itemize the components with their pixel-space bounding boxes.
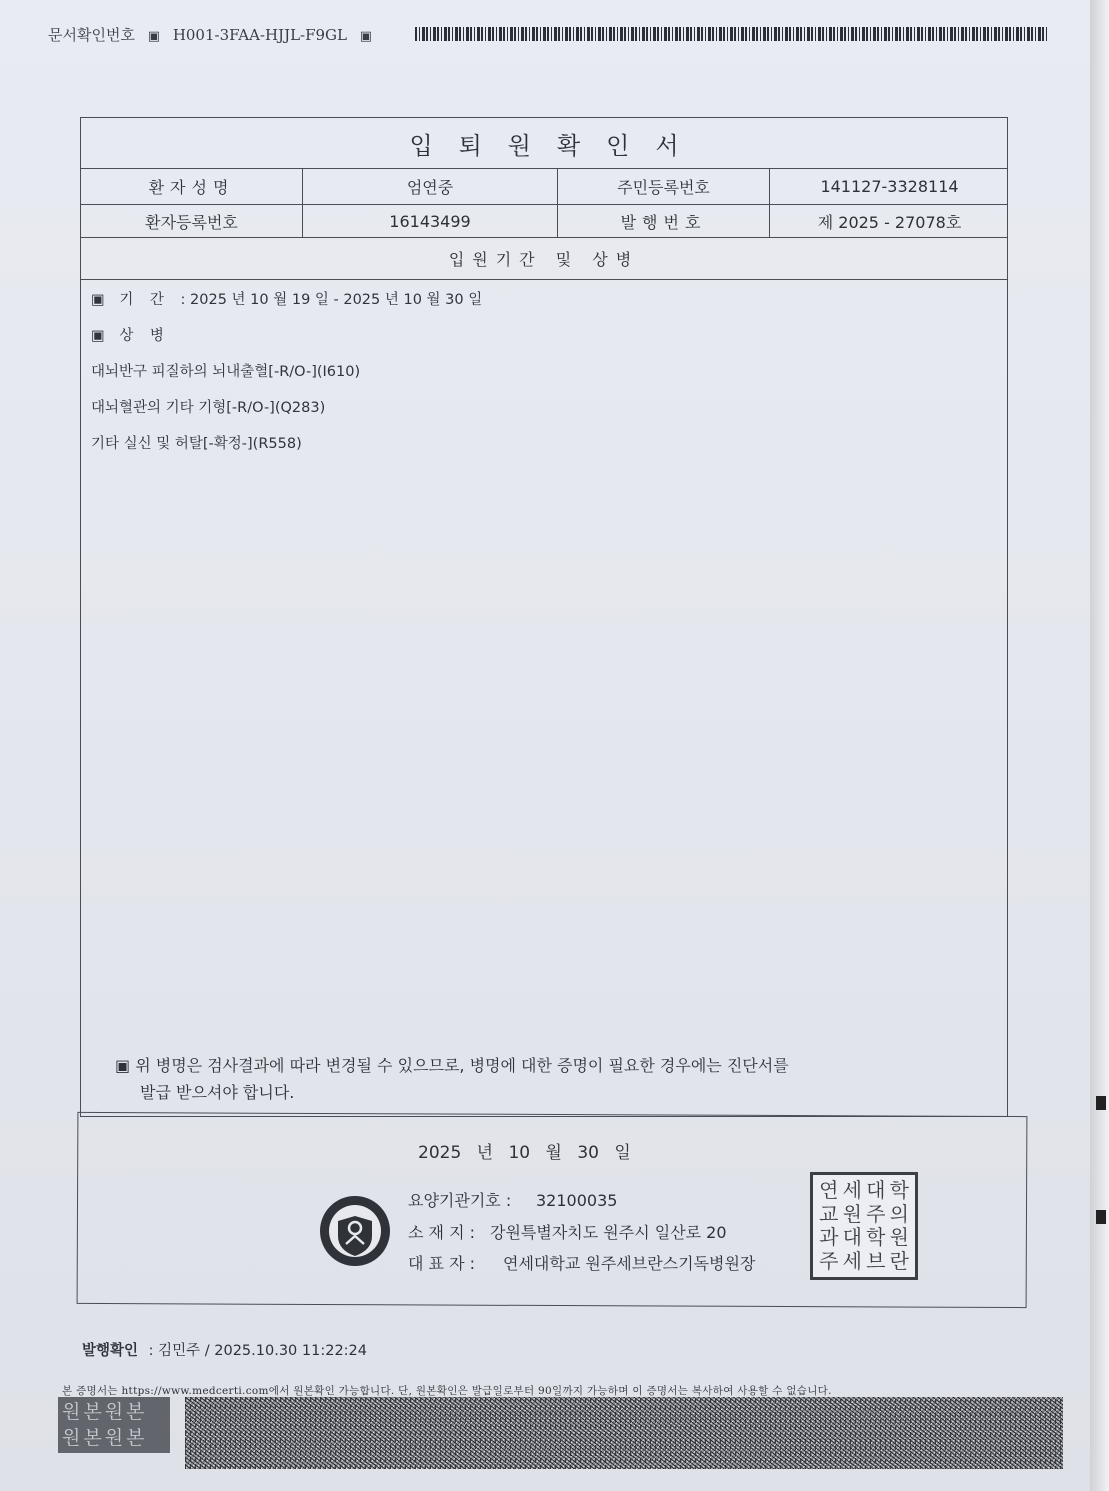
period-value: : 2025 년 10 월 19 일 - 2025 년 10 월 30 일 <box>180 292 483 308</box>
seal-glyph: 원 <box>842 1202 862 1226</box>
issue-no-label: 발행번호 <box>558 205 770 237</box>
seal-glyph: 의 <box>889 1202 909 1226</box>
title-row <box>81 118 1007 169</box>
square-bullet-icon: ▣ <box>115 1056 131 1075</box>
patient-reg-value: 16143499 <box>303 205 558 237</box>
issuer-value: : 김민주 / 2025.10.30 11:22:24 <box>148 1343 368 1359</box>
doc-check-label: 문서확인번호 <box>48 26 135 44</box>
patient-row-2 <box>81 205 1007 238</box>
next-page-edge <box>1090 0 1109 1491</box>
seal-glyph: 브 <box>866 1249 886 1273</box>
yonsei-emblem-icon <box>318 1194 392 1268</box>
notice <box>115 1052 789 1106</box>
seal-glyph: 과 <box>819 1226 839 1249</box>
inst-code-line <box>408 1188 617 1211</box>
certificate-frame <box>80 117 1008 1117</box>
period-label: 기 간 <box>119 292 170 308</box>
patient-reg-label: 환자등록번호 <box>81 205 303 237</box>
seal-glyph: 주 <box>866 1202 886 1226</box>
patient-row-1 <box>81 169 1007 205</box>
inst-code-label: 요양기관기호 : <box>408 1191 512 1210</box>
representative-label: 대 표 자 : <box>408 1254 476 1273</box>
resident-no-label: 주민등록번호 <box>558 169 770 204</box>
seal-glyph: 학 <box>889 1179 909 1202</box>
section-row <box>81 238 1007 280</box>
document-title: 입퇴원확인서 <box>409 131 705 160</box>
seal-glyph: 세 <box>842 1249 862 1273</box>
seal-glyph: 교 <box>819 1202 839 1226</box>
patient-name-value: 엄연중 <box>303 169 558 204</box>
original-stamp <box>58 1397 170 1453</box>
original-stamp-line: 원본원본 <box>62 1427 148 1449</box>
notice-line-1: 위 병명은 검사결과에 따라 변경될 수 있으므로, 병명에 대한 증명이 필요한 경우에는 진단서를 <box>135 1056 789 1075</box>
address-value: 강원특별자치도 원주시 일산로 20 <box>490 1223 727 1242</box>
representative-line <box>408 1251 755 1274</box>
edge-mark <box>1096 1210 1106 1224</box>
section-title: 입원기간 및 상병 <box>448 250 640 269</box>
anti-copy-pattern <box>185 1397 1063 1469</box>
period-line <box>91 288 482 309</box>
square-bullet-icon: ▣ <box>147 29 161 44</box>
notice-line-2: 발급 받으셔야 합니다. <box>140 1083 295 1102</box>
diagnosis-item: 대뇌반구 피질하의 뇌내출혈[-R/O-](I610) <box>91 364 361 380</box>
representative-value: 연세대학교 원주세브란스기독병원장 <box>503 1254 756 1273</box>
issuer-label: 발행확인 <box>82 1343 139 1359</box>
square-bullet-icon: ▣ <box>91 328 105 344</box>
seal-glyph: 학 <box>866 1226 886 1249</box>
diagnosis-item: 대뇌혈관의 기타 기형[-R/O-](Q283) <box>91 400 326 416</box>
square-bullet-icon: ▣ <box>91 292 105 308</box>
seal-glyph: 대 <box>866 1179 886 1202</box>
seal-glyph: 세 <box>842 1179 862 1202</box>
doc-check-code: H001-3FAA-HJJL-F9GL <box>172 26 348 44</box>
seal-glyph: 대 <box>842 1226 862 1249</box>
patient-name-label: 환자성명 <box>81 169 303 204</box>
seal-glyph: 주 <box>819 1249 839 1273</box>
issuer-line <box>82 1339 367 1360</box>
diagnosis-heading <box>91 324 170 345</box>
address-line <box>408 1220 727 1243</box>
verification-notice: 본 증명서는 https://www.medcerti.com에서 원본확인 가능합니다. 단, 원본확인은 발급일로부터 90일까지 가능하며 이 증명서는 복사하여 사용할 수 없습니다. <box>62 1385 832 1397</box>
square-bullet-icon: ▣ <box>359 29 373 44</box>
diagnosis-label: 상 병 <box>119 328 170 344</box>
issue-no-value: 제 2025 - 27078호 <box>817 212 962 232</box>
edge-mark <box>1096 1096 1106 1110</box>
resident-no-value: 141127-3328114 <box>820 177 959 196</box>
barcode <box>415 27 1047 41</box>
official-seal <box>810 1172 918 1280</box>
diagnosis-item: 기타 실신 및 허탈[-확정-](R558) <box>91 436 302 452</box>
address-label: 소 재 지 : <box>408 1223 476 1242</box>
inst-code-value: 32100035 <box>536 1191 618 1210</box>
next-page-vertical-text <box>1092 230 1108 610</box>
seal-glyph: 연 <box>819 1179 839 1202</box>
seal-glyph: 란 <box>889 1249 909 1273</box>
seal-glyph: 원 <box>889 1226 909 1249</box>
issue-date: 2025 년 10 월 30 일 <box>418 1143 631 1163</box>
doc-check-line <box>48 24 380 45</box>
original-stamp-line: 원본원본 <box>62 1401 148 1423</box>
